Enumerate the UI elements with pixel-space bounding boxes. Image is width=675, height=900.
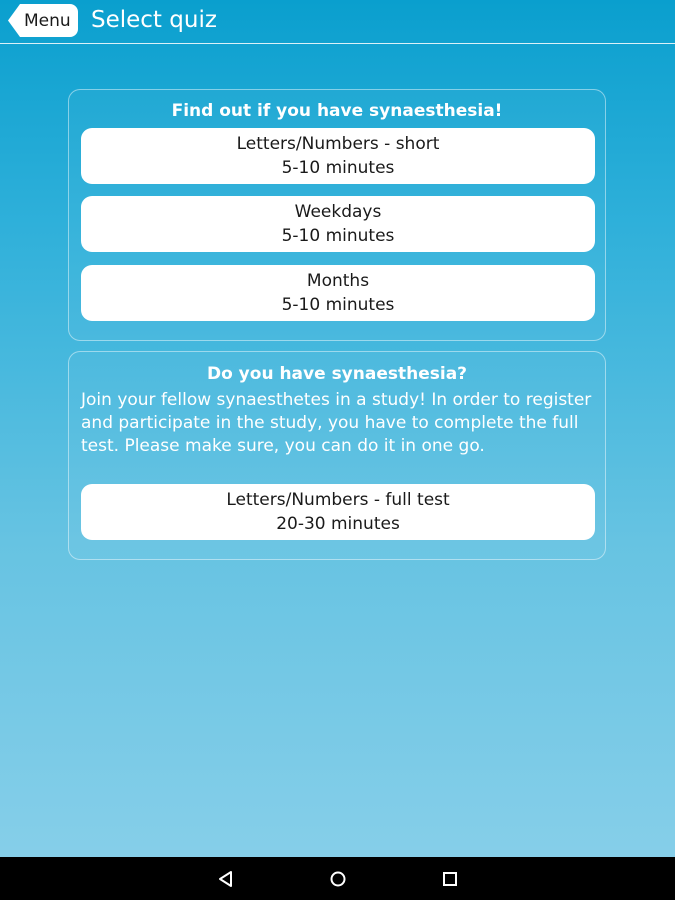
- quiz-name: Weekdays: [294, 202, 382, 222]
- quiz-duration: 5-10 minutes: [281, 158, 395, 178]
- quiz-button-letters-numbers-short[interactable]: [81, 128, 595, 184]
- back-icon[interactable]: [216, 869, 236, 889]
- menu-button-label: Menu: [24, 11, 71, 31]
- study-panel: [68, 351, 606, 560]
- study-description: Join your fellow synaesthetes in a study! In order to register and participate in the study, you have to complete the full test. Please make sure, you can do it in one go.: [81, 390, 592, 456]
- quick-tests-panel: [68, 89, 606, 341]
- menu-button[interactable]: [8, 4, 78, 37]
- home-icon[interactable]: [328, 869, 348, 889]
- page-title: Select quiz: [91, 7, 217, 33]
- recents-icon[interactable]: [440, 869, 460, 889]
- quiz-name: Letters/Numbers - short: [236, 134, 440, 154]
- quiz-button-letters-numbers-full[interactable]: [81, 484, 595, 540]
- system-navigation-bar: [0, 857, 675, 900]
- study-heading: Do you have synaesthesia?: [206, 364, 468, 384]
- quiz-duration: 5-10 minutes: [281, 295, 395, 315]
- quiz-duration: 5-10 minutes: [281, 226, 395, 246]
- quiz-name: Months: [306, 271, 370, 291]
- quiz-button-months[interactable]: [81, 265, 595, 321]
- top-bar: [0, 0, 675, 44]
- quiz-button-weekdays[interactable]: [81, 196, 595, 252]
- quiz-name: Letters/Numbers - full test: [226, 490, 450, 510]
- quick-tests-heading: Find out if you have synaesthesia!: [171, 101, 503, 121]
- quiz-duration: 20-30 minutes: [276, 514, 400, 534]
